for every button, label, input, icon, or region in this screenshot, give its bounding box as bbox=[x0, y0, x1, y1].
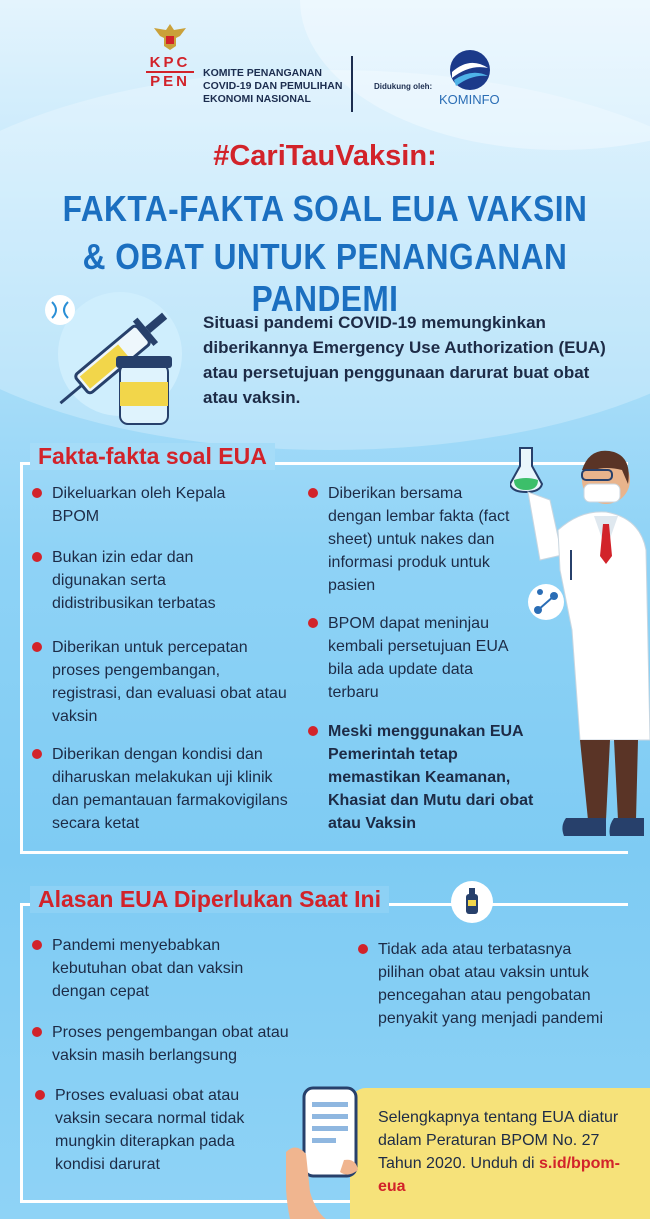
facts-list-item: Dikeluarkan oleh Kepala BPOM bbox=[52, 482, 232, 528]
bullet-icon bbox=[35, 1090, 45, 1100]
facts-list-item: BPOM dapat meninjau kembali persetujuan EUA bila ada update data terbaru bbox=[328, 612, 518, 704]
supported-by-label: Didukung oleh: bbox=[374, 82, 433, 91]
facts-list-item: Bukan izin edar dan digunakan serta didistribusikan terbatas bbox=[52, 546, 252, 615]
garuda-emblem-icon bbox=[150, 22, 190, 52]
facts-list-item: Diberikan untuk percepatan proses pengembangan, registrasi, dan evaluasi obat atau vaksin bbox=[52, 636, 292, 728]
bullet-icon bbox=[308, 488, 318, 498]
bullet-icon bbox=[308, 726, 318, 736]
bullet-icon bbox=[32, 749, 42, 759]
bullet-icon bbox=[32, 642, 42, 652]
bpom-eua-link[interactable]: s.id/bpom-eua bbox=[378, 1155, 620, 1195]
kominfo-logo-text: KOMINFO bbox=[439, 92, 500, 107]
facts-section-title: Fakta-fakta soal EUA bbox=[30, 443, 275, 470]
header-divider bbox=[351, 56, 353, 112]
main-title-line-2: & OBAT UNTUK PENANGANAN PANDEMI bbox=[82, 236, 568, 319]
hand-phone-illustration bbox=[286, 1082, 372, 1219]
reasons-section-title: Alasan EUA Diperlukan Saat Ini bbox=[30, 886, 389, 913]
reasons-list-item: Proses evaluasi obat atau vaksin secara normal tidak mungkin diterapkan pada kondisi darurat bbox=[55, 1084, 285, 1176]
facts-list-item: Diberikan bersama dengan lembar fakta (fact sheet) untuk nakes dan informasi produk untuk pasien bbox=[328, 482, 518, 597]
reasons-list-item: Tidak ada atau terbatasnya pilihan obat atau vaksin untuk pencegahan atau pengobatan penyakit yang menjadi pandemi bbox=[378, 938, 618, 1030]
scientist-illustration bbox=[510, 440, 650, 850]
more-info-text: Selengkapnya tentang EUA diatur dalam Peraturan BPOM No. 27 Tahun 2020. Unduh di s.id/bpom-eua bbox=[378, 1109, 620, 1195]
reasons-list-item: Proses pengembangan obat atau vaksin masih berlangsung bbox=[52, 1021, 317, 1067]
intro-text: Situasi pandemi COVID-19 memungkinkan diberikannya Emergency Use Authorization (EUA) atau persetujuan penggunaan darurat buat obat atau vaksin. bbox=[203, 313, 606, 407]
hashtag-heading: #CariTauVaksin: bbox=[213, 140, 437, 172]
facts-list-item: Diberikan dengan kondisi dan diharuskan melakukan uji klinik dan pemantauan farmakovigilans secara ketat bbox=[52, 743, 297, 835]
bullet-icon bbox=[32, 552, 42, 562]
bullet-icon bbox=[32, 488, 42, 498]
reasons-list-item: Pandemi menyebabkan kebutuhan obat dan vaksin dengan cepat bbox=[52, 934, 282, 1003]
bullet-icon bbox=[308, 618, 318, 628]
kpcpen-logo: KPC PEN bbox=[146, 54, 194, 90]
syringe-vial-illustration bbox=[42, 282, 192, 432]
medicine-bottle-icon bbox=[450, 880, 494, 924]
kominfo-logo-icon bbox=[446, 46, 494, 92]
bullet-icon bbox=[32, 1027, 42, 1037]
main-title-line-1: FAKTA-FAKTA SOAL EUA VAKSIN bbox=[62, 188, 588, 229]
facts-list-item-highlight: Meski menggunakan EUA Pemerintah tetap memastikan Keamanan, Khasiat dan Mutu dari obat atau Vaksin bbox=[328, 720, 543, 835]
bullet-icon bbox=[32, 940, 42, 950]
bullet-icon bbox=[358, 944, 368, 954]
komite-name: KOMITE PENANGANAN COVID-19 DAN PEMULIHAN EKONOMI NASIONAL bbox=[203, 67, 343, 105]
